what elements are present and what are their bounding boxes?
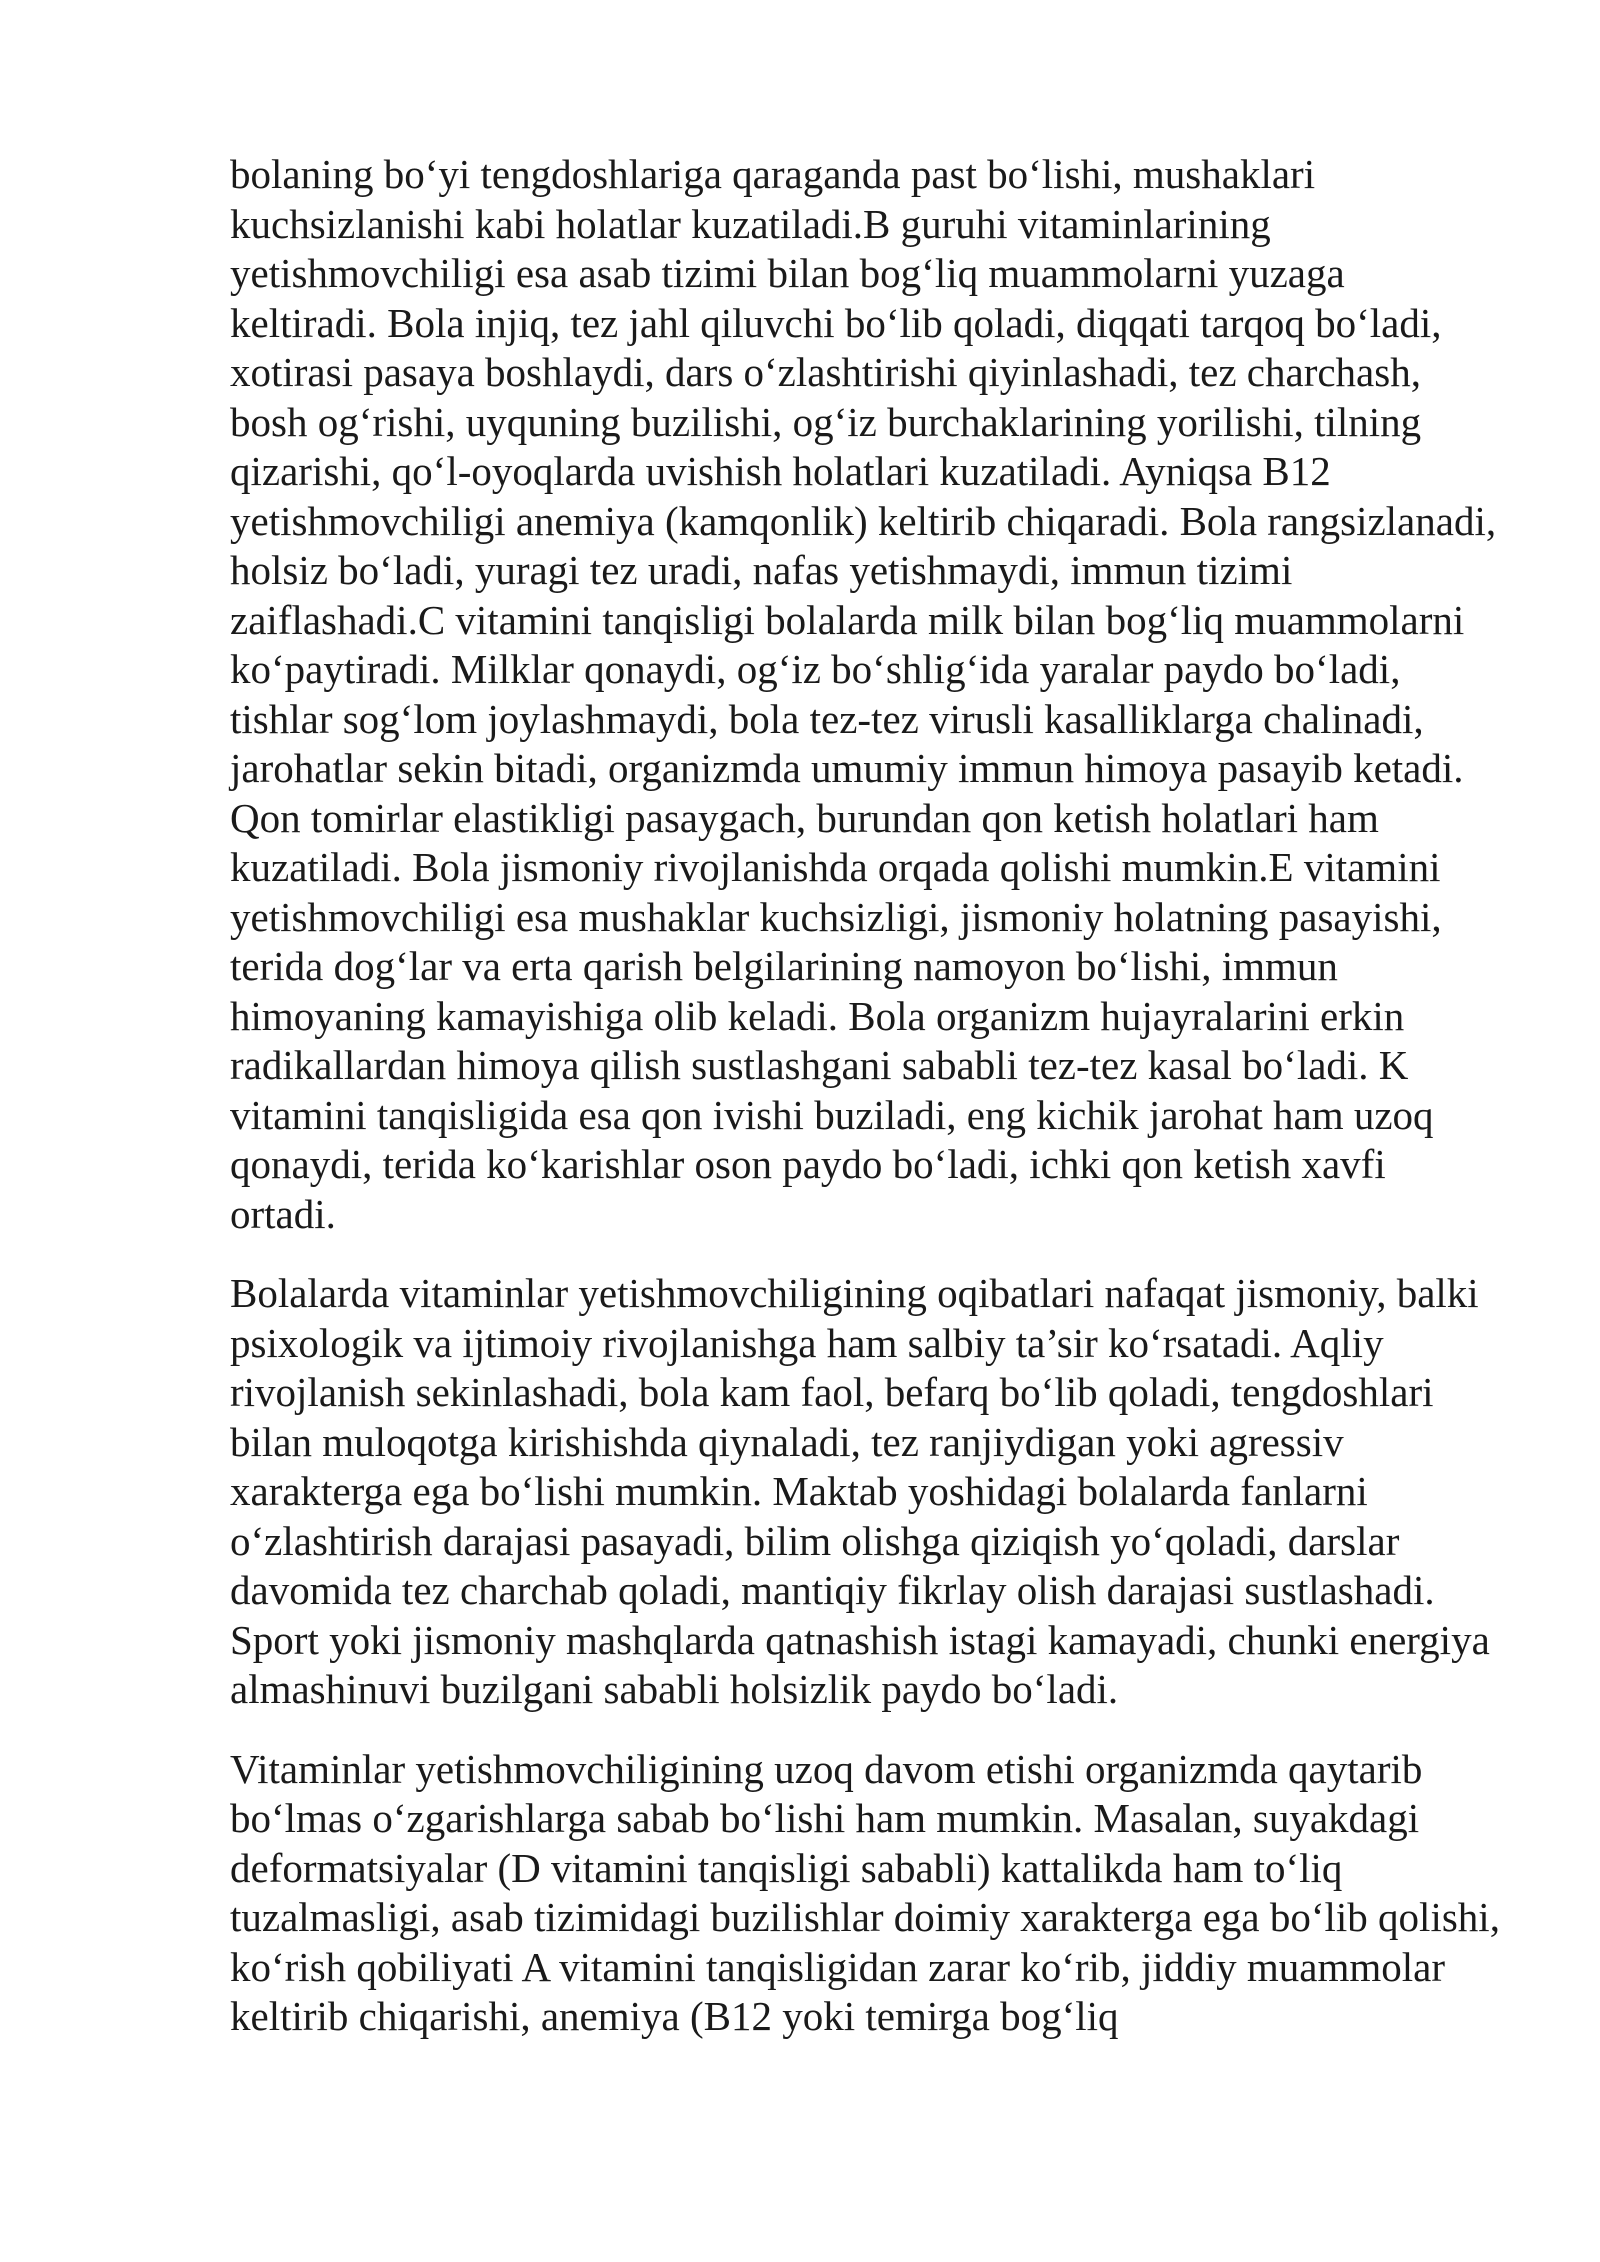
paragraph-3: Vitaminlar yetishmovchiligining uzoq davom etishi organizmda qaytarib bo‘lmas o‘zgarishlarga sabab bo‘lishi ham mumkin. Masalan, suyakdagi deformatsiyalar (D vitamini tanqisligi sababli) kattalikda ham to‘liq tuzalmasligi, asab tizimidagi buzilishlar doimiy xarakterga ega bo‘lib qolishi, ko‘rish qobiliyati A vitamini tanqisligidan zarar ko‘rib, jiddiy muammolar keltirib chiqarishi, anemiya (B12 yoki temirga bog‘liq [230, 1745, 1500, 2039]
body-text [230, 150, 1500, 2072]
paragraph-2: Bolalarda vitaminlar yetishmovchiligining oqibatlari nafaqat jismoniy, balki psixologik va ijtimoiy rivojlanishga ham salbiy ta’sir ko‘rsatadi. Aqliy rivojlanish sekinlashadi, bola kam faol, befarq bo‘lib qoladi, tengdoshlari bilan muloqotga kirishishda qiynaladi, tez ranjiydigan yoki agressiv xarakterga ega bo‘lishi mumkin. Maktab yoshidagi bolalarda fanlarni o‘zlashtirish darajasi pasayadi, bilim olishga qiziqish yo‘qoladi, darslar davomida tez charchab qoladi, mantiqiy fikrlay olish darajasi sustlashadi. Sport yoki jismoniy mashqlarda qatnashish istagi kamayadi, chunki energiya almashinuvi buzilgani sababli holsizlik paydo bo‘ladi. [230, 1270, 1490, 1712]
paragraph-1: bolaning bo‘yi tengdoshlariga qaraganda past bo‘lishi, mushaklari kuchsizlanishi kabi holatlar kuzatiladi.B guruhi vitaminlarining yetishmovchiligi esa asab tizimi bilan bog‘liq muammolarni yuzaga keltiradi. Bola injiq, tez jahl qiluvchi bo‘lib qoladi, diqqati tarqoq bo‘ladi, xotirasi pasaya boshlaydi, dars o‘zlashtirishi qiyinlashadi, tez charchash, bosh og‘rishi, uyquning buzilishi, og‘iz burchaklarining yorilishi, tilning qizarishi, qo‘l-oyoqlarda uvishish holatlari kuzatiladi. Ayniqsa B12 yetishmovchiligi anemiya (kamqonlik) keltirib chiqaradi. Bola rangsizlanadi, holsiz bo‘ladi, yuragi tez uradi, nafas yetishmaydi, immun tizimi zaiflashadi.C vitamini tanqisligi bolalarda milk bilan bog‘liq muammolarni ko‘paytiradi. Milklar qonaydi, og‘iz bo‘shlig‘ida yaralar paydo bo‘ladi, tishlar sog‘lom joylashmaydi, bola tez-tez virusli kasalliklarga chalinadi, jarohatlar sekin bitadi, organizmda umumiy immun himoya pasayib ketadi. Qon tomirlar elastikligi pasaygach, burundan qon ketish holatlari ham kuzatiladi. Bola jismoniy rivojlanishda orqada qolishi mumkin.E vitamini yetishmovchiligi esa mushaklar kuchsizligi, jismoniy holatning pasayishi, terida dog‘lar va erta qarish belgilarining namoyon bo‘lishi, immun himoyaning kamayishiga olib keladi. Bola organizm hujayralarini erkin radikallardan himoya qilish sustlashgani sababli tez-tez kasal bo‘ladi. K vitamini tanqisligida esa qon ivishi buziladi, eng kichik jarohat ham uzoq qonaydi, terida ko‘karishlar oson paydo bo‘ladi, ichki qon ketish xavfi ortadi. [230, 151, 1497, 1237]
